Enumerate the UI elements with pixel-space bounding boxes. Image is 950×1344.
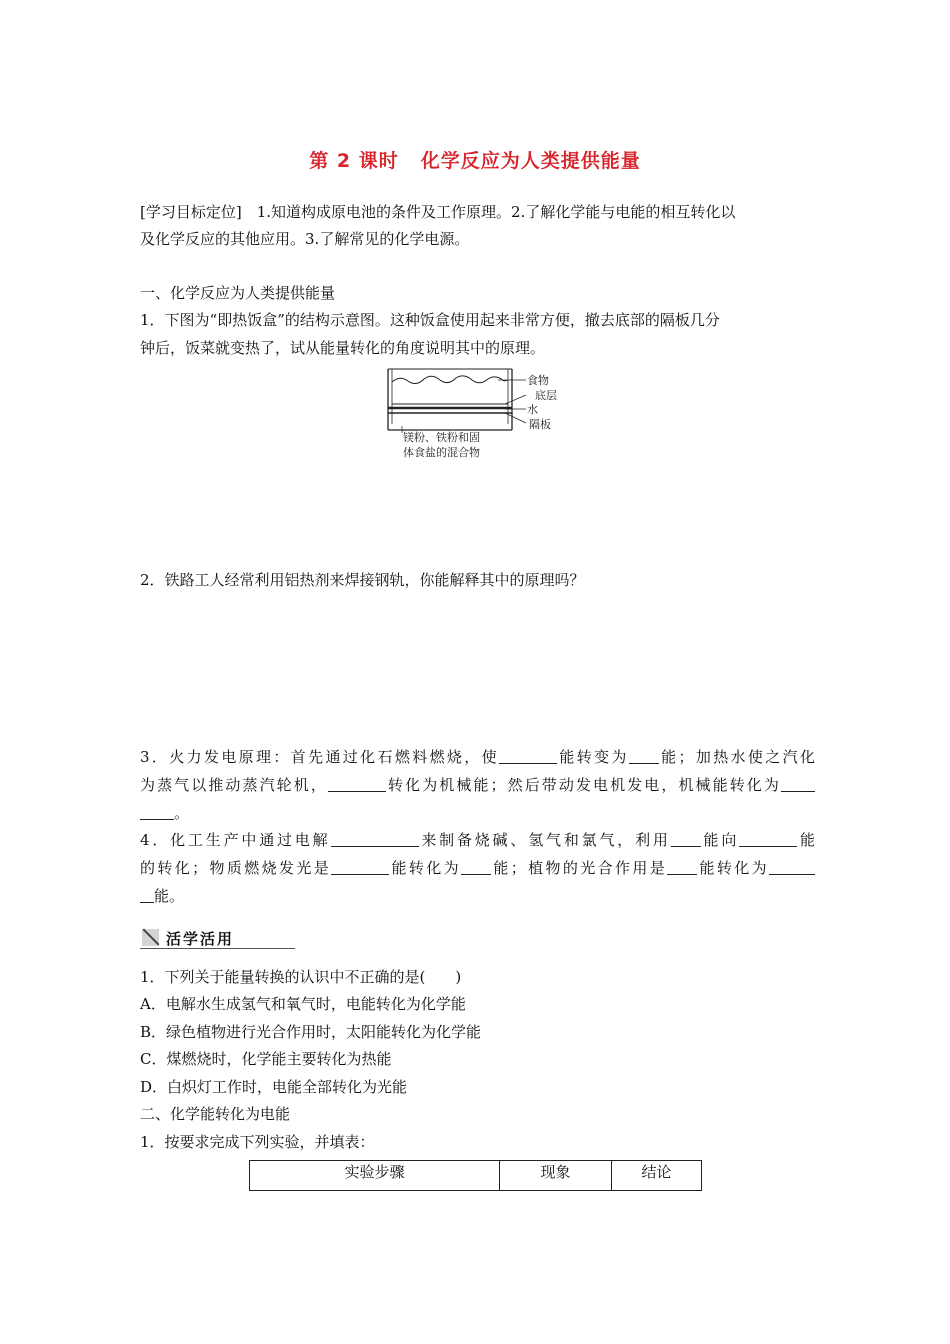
question-1-line-2: 钟后，饭菜就变热了，试从能量转化的角度说明其中的原理。: [140, 339, 546, 357]
question-4-line-3: 能。: [140, 886, 815, 906]
objectives-line-2: 及化学反应的其他应用。3.了解常见的化学电源。: [140, 230, 470, 248]
blank[interactable]: [331, 860, 389, 875]
blank[interactable]: [328, 777, 386, 792]
lunchbox-container: [388, 369, 512, 430]
practice-section-header: [140, 928, 295, 950]
question-3-line-2: 为蒸气以推动蒸汽轮机， 转化为机械能；然后带动发电机发电，机械能转化为: [140, 775, 815, 795]
question-3-line-3: 。: [140, 803, 815, 823]
section-underline: [140, 948, 295, 949]
blank[interactable]: [667, 860, 697, 875]
blank[interactable]: [499, 749, 557, 764]
practice-question-1: 1．下列关于能量转换的认识中不正确的是( ): [140, 968, 462, 986]
blank[interactable]: [140, 888, 154, 903]
question-1-line-1: 1．下图为“即热饭盒”的结构示意图。这种饭盒使用起来非常方便，撤去底部的隔板几分: [140, 311, 720, 329]
label-food: 食物: [527, 374, 549, 387]
label-partition: 隔板: [529, 418, 551, 431]
label-mixture-line-2: 体食盐的混合物: [403, 446, 480, 459]
diagram-leader-lines: [402, 380, 526, 433]
header-experiment-steps: 实验步骤: [250, 1161, 500, 1191]
objectives-line-1: [学习目标定位] 1.知道构成原电池的条件及工作原理。2.了解化学能与电能的相互转化以: [140, 203, 736, 221]
header-phenomenon: 现象: [500, 1161, 612, 1191]
question-4-line-1: 4．化工生产中通过电解 来制备烧碱、氢气和氯气，利用 能向 能: [140, 831, 815, 849]
section2-heading: 二、化学能转化为电能: [140, 1105, 291, 1123]
label-water: 水: [527, 403, 538, 416]
label-mixture-line-1: 镁粉、铁粉和固: [403, 431, 480, 444]
question-3-line-1: 3．火力发电原理：首先通过化石燃料燃烧，使 能转变为 能；加热水使之汽化: [140, 748, 815, 766]
blank[interactable]: [739, 832, 797, 847]
experiment-table: [249, 1160, 702, 1191]
section2-question-1: 1．按要求完成下列实验，并填表：: [140, 1133, 375, 1151]
header-conclusion: 结论: [612, 1161, 702, 1191]
section1-heading: 一、化学反应为人类提供能量: [140, 284, 336, 302]
option-a: A．电解水生成氢气和氧气时，电能转化为化学能: [140, 995, 466, 1013]
lesson-number: 第 2 课时: [309, 150, 399, 172]
lesson-name: 化学反应为人类提供能量: [420, 150, 641, 172]
option-b: B．绿色植物进行光合作用时，太阳能转化为化学能: [140, 1023, 482, 1041]
blank[interactable]: [140, 805, 174, 820]
option-c: C．煤燃烧时，化学能主要转化为热能: [140, 1050, 392, 1068]
heating-lunchbox-diagram: [380, 366, 580, 466]
blank[interactable]: [629, 749, 659, 764]
page-title: [0, 146, 950, 173]
blank[interactable]: [769, 860, 815, 875]
table-header-row: [250, 1161, 702, 1191]
section-marker-icon: [142, 929, 159, 946]
practice-heading: 活学活用: [166, 930, 235, 948]
question-2: 2．铁路工人经常利用铝热剂来焊接钢轨，你能解释其中的原理吗？: [140, 571, 585, 589]
blank[interactable]: [461, 860, 491, 875]
option-d: D．白炽灯工作时，电能全部转化为光能: [140, 1078, 408, 1096]
blank[interactable]: [671, 832, 701, 847]
label-bottom-layer: 底层: [535, 389, 557, 402]
blank[interactable]: [781, 777, 815, 792]
question-4-line-2: 的转化；物质燃烧发光是 能转化为 能；植物的光合作用是 能转化为: [140, 858, 815, 878]
blank[interactable]: [331, 832, 419, 847]
